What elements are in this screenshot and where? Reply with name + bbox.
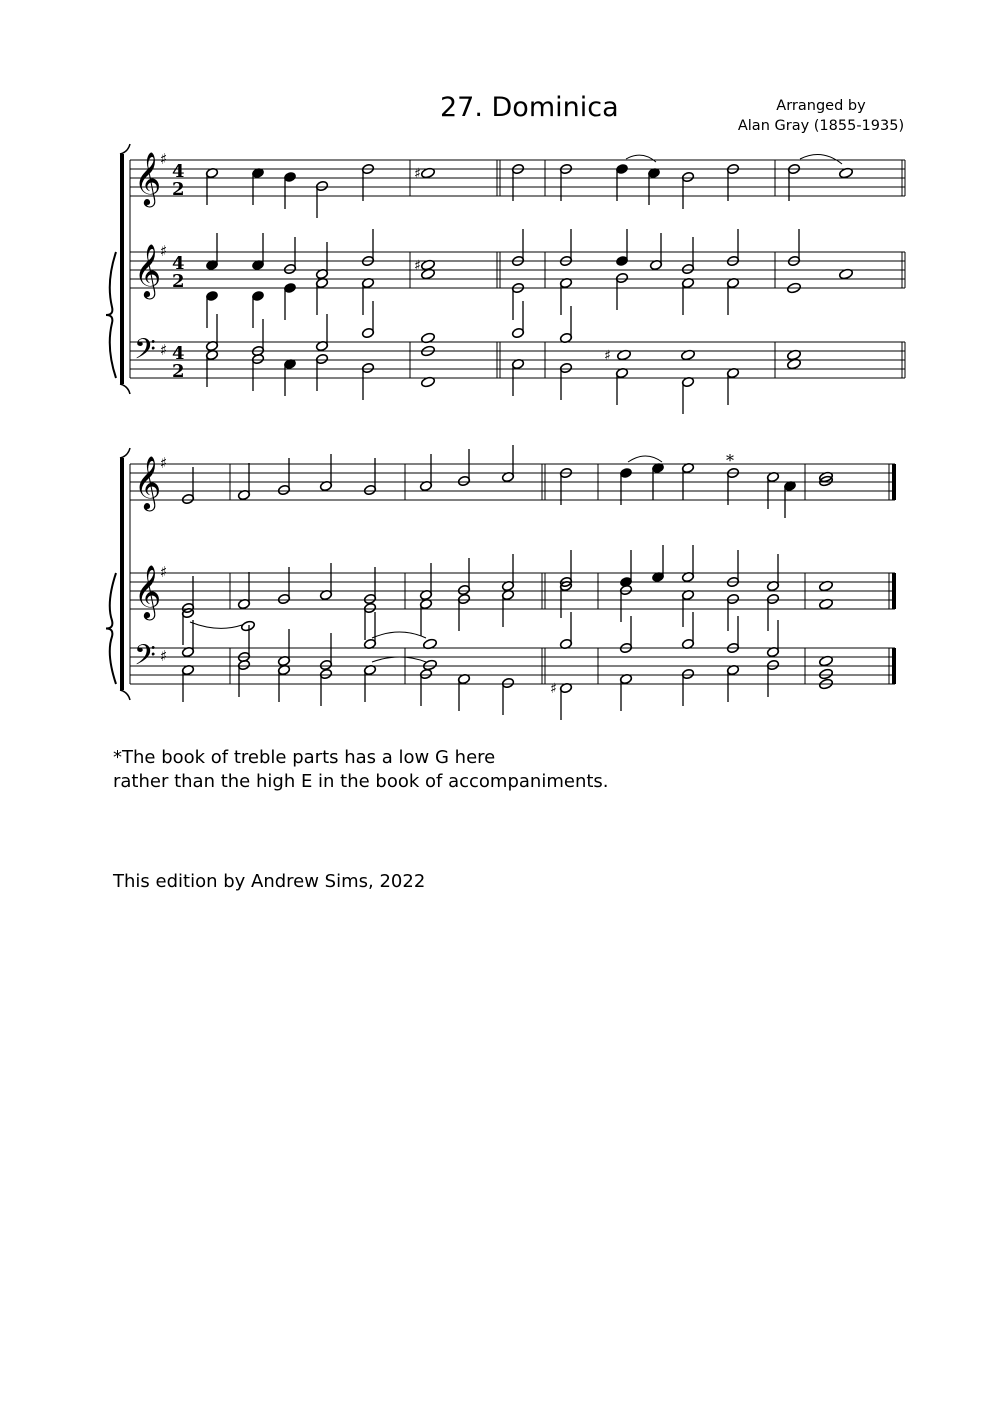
arranger-label: Arranged by	[776, 98, 866, 114]
footnote-line-1: *The book of treble parts has a low G here	[113, 747, 496, 768]
treble-clef: 𝄞	[134, 151, 162, 205]
key-signature: ♯	[160, 647, 168, 665]
page-title: 27. Dominica	[440, 92, 619, 123]
note-head	[423, 659, 438, 671]
tie	[190, 622, 242, 628]
tie	[800, 155, 842, 164]
bracket-hook	[120, 690, 130, 700]
footnote-marker: *	[726, 451, 734, 470]
piano-brace	[106, 252, 116, 378]
time-signature-bottom: 2	[172, 361, 185, 382]
slur	[626, 155, 656, 162]
bracket-hook	[120, 448, 130, 458]
key-signature: ♯	[160, 242, 168, 260]
footnote-line-2: rather than the high E in the book of accompaniments.	[113, 771, 609, 792]
system-1	[106, 144, 905, 414]
key-signature: ♯	[160, 150, 168, 168]
treble-clef: 𝄞	[134, 564, 162, 618]
staff-3	[130, 333, 905, 378]
time-signature-top: 4	[172, 161, 185, 182]
sharp-accidental: ♯	[414, 258, 421, 274]
key-signature: ♯	[160, 341, 168, 359]
time-signature-top: 4	[172, 253, 185, 274]
bass-clef: 𝄢	[134, 639, 156, 679]
sharp-accidental: ♯	[550, 681, 557, 697]
arranger-name: Alan Gray (1855-1935)	[737, 118, 905, 134]
treble-clef: 𝄞	[134, 455, 162, 509]
edition-credit: This edition by Andrew Sims, 2022	[113, 871, 426, 892]
time-signature-bottom: 2	[172, 179, 185, 200]
time-signature-top: 4	[172, 343, 185, 364]
slur	[628, 456, 662, 462]
bass-clef: 𝄢	[134, 333, 156, 373]
note-head	[819, 668, 834, 680]
key-signature: ♯	[160, 563, 168, 581]
piano-brace	[106, 573, 116, 684]
key-signature: ♯	[160, 454, 168, 472]
time-signature-bottom: 2	[172, 271, 185, 292]
treble-clef: 𝄞	[134, 243, 162, 297]
system-bracket	[120, 458, 124, 690]
bracket-hook	[120, 144, 130, 154]
sharp-accidental: ♯	[414, 166, 421, 182]
tie	[372, 632, 426, 638]
system-2	[106, 445, 895, 720]
bracket-hook	[120, 384, 130, 394]
tie	[372, 657, 426, 662]
sharp-accidental: ♯	[604, 348, 611, 364]
system-bracket	[120, 154, 124, 384]
footnote	[113, 746, 609, 794]
note-head	[241, 620, 256, 632]
